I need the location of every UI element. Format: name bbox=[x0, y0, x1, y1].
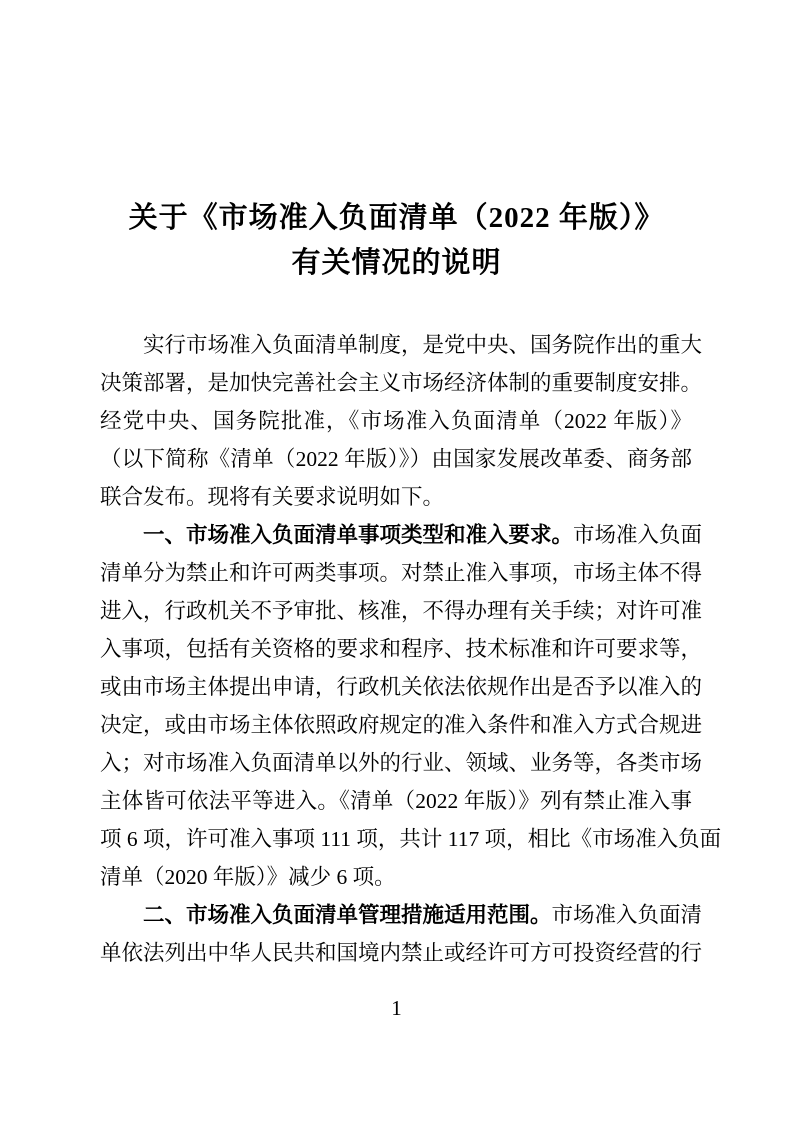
body-line-text: 决策部署，是加快完善社会主义市场经济体制的重要制度安排。 bbox=[100, 371, 703, 395]
document-title-line-1: 关于《市场准入负面清单（2022 年版）》 bbox=[128, 202, 665, 234]
body-line-text: 联合发布。现将有关要求说明如下。 bbox=[100, 485, 445, 509]
body-line-text: 单依法列出中华人民共和国境内禁止或经许可方可投资经营的行 bbox=[100, 941, 703, 965]
body-line bbox=[100, 516, 703, 554]
section-heading: 二、市场准入负面清单管理措施适用范围。 bbox=[143, 903, 552, 927]
body-line bbox=[100, 896, 703, 934]
body-line-text: 经党中央、国务院批准，《市场准入负面清单（2022 年版）》 bbox=[100, 409, 692, 433]
body-line bbox=[100, 326, 703, 364]
body-line-text: 主体皆可依法平等进入。《清单（2022 年版）》列有禁止准入事 bbox=[100, 789, 692, 813]
body-line bbox=[100, 592, 703, 630]
body-line-text: 进入，行政机关不予审批、核准，不得办理有关手续；对许可准 bbox=[100, 599, 703, 623]
body-line bbox=[100, 364, 703, 402]
body-line-text: 清单（2020 年版）》减少 6 项。 bbox=[100, 865, 396, 889]
page-number: 1 bbox=[391, 996, 402, 1020]
document-title-line-2: 有关情况的说明 bbox=[291, 247, 502, 279]
body-line bbox=[100, 706, 703, 744]
body-line-text: 项 6 项，许可准入事项 111 项，共计 117 项，相比《市场准入负面 bbox=[100, 827, 722, 851]
body-line-text: （以下简称《清单（2022 年版）》）由国家发展改革委、商务部 bbox=[100, 447, 692, 471]
body-line bbox=[100, 402, 692, 440]
body-line-text: 市场准入负面 bbox=[573, 523, 703, 547]
body-line-text: 清单分为禁止和许可两类事项。对禁止准入事项，市场主体不得 bbox=[100, 561, 703, 585]
body-line-text: 入；对市场准入负面清单以外的行业、领域、业务等，各类市场 bbox=[100, 751, 703, 775]
body-line bbox=[100, 478, 692, 516]
body-line-text: 或由市场主体提出申请，行政机关依法依规作出是否予以准入的 bbox=[100, 675, 703, 699]
body-line-text: 市场准入负面清 bbox=[551, 903, 703, 927]
body-line bbox=[100, 440, 692, 478]
body-line bbox=[100, 744, 703, 782]
document-body bbox=[100, 326, 722, 972]
body-line bbox=[100, 554, 703, 592]
body-line bbox=[100, 782, 692, 820]
body-line bbox=[100, 668, 703, 706]
section-heading: 一、市场准入负面清单事项类型和准入要求。 bbox=[143, 523, 574, 547]
body-line bbox=[100, 820, 722, 858]
body-line-text: 入事项，包括有关资格的要求和程序、技术标准和许可要求等， bbox=[100, 637, 703, 661]
body-line bbox=[100, 934, 703, 972]
body-line bbox=[100, 630, 703, 668]
body-line-text: 决定，或由市场主体依照政府规定的准入条件和准入方式合规进 bbox=[100, 713, 703, 737]
body-line-text: 实行市场准入负面清单制度，是党中央、国务院作出的重大 bbox=[143, 333, 703, 357]
document-title bbox=[0, 196, 793, 286]
body-line bbox=[100, 858, 692, 896]
